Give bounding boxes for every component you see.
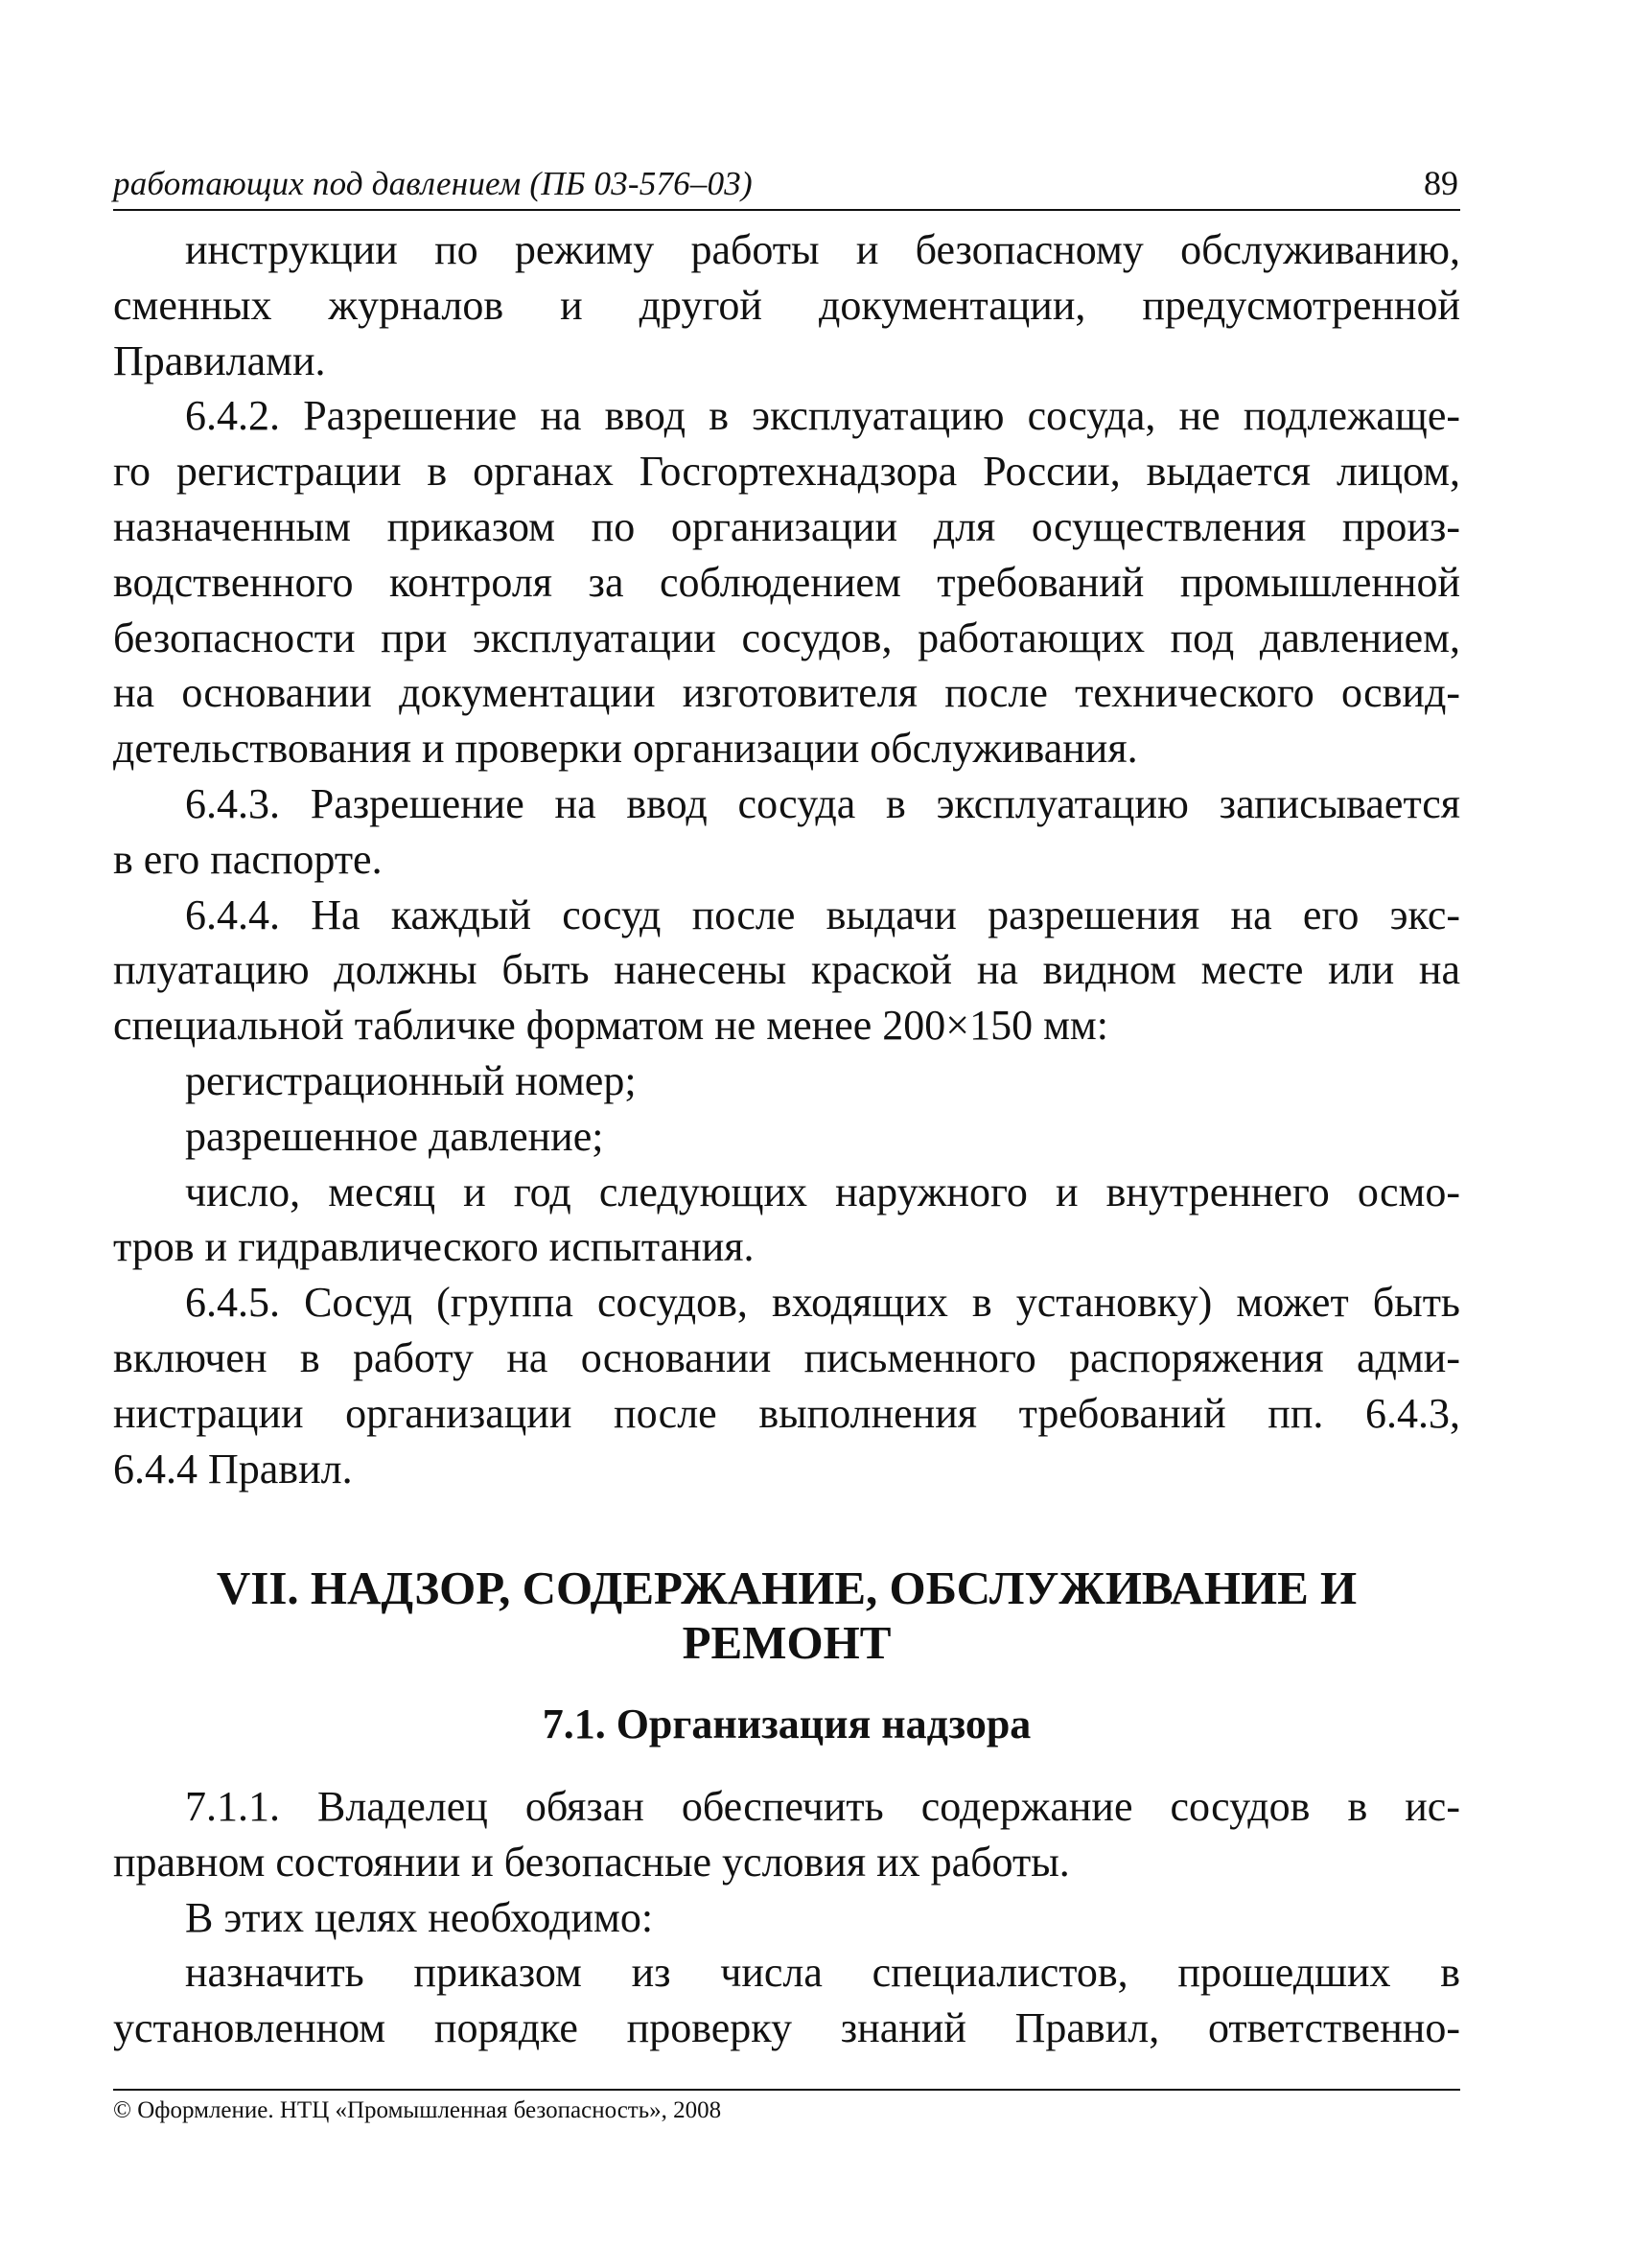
paragraph [113, 388, 1460, 776]
paragraph [113, 222, 1460, 388]
text-line: регистрационный номер; [185, 1056, 637, 1104]
body-text-block-1 [113, 222, 1460, 1496]
text-line: 6.4.4. На каждый сосуд после выдачи разрешения на его экс- [185, 891, 1460, 938]
text-line: инструкции по режиму работы и безопасному обслуживанию, [185, 226, 1460, 273]
paragraph [113, 1053, 1460, 1109]
text-line: детельствования и проверки организации обслуживания. [113, 725, 1138, 773]
text-line: безопасности при эксплуатации сосудов, работающих под давлением, [113, 613, 1460, 661]
page-number: 89 [1424, 164, 1458, 202]
text-line: го регистрации в органах Госгортехнадзора России, выдается лицом, [113, 448, 1460, 496]
paragraph [113, 1779, 1460, 1890]
text-line: специальной табличке форматом не менее 200×150 мм: [113, 1002, 1108, 1050]
text-line: 7.1.1. Владелец обязан обеспечить содержание сосудов в ис- [185, 1783, 1460, 1830]
paragraph [113, 888, 1460, 1053]
body-text-block-2 [113, 1779, 1460, 2056]
paragraph [113, 1890, 1460, 1946]
text-line: 6.4.3. Разрешение на ввод сосуда в эксплуатацию записывается [185, 779, 1460, 827]
text-line: включен в работу на основании письменного распоряжения адми- [113, 1333, 1460, 1381]
footer-copyright: © Оформление. НТЦ «Промышленная безопасность», 2008 [113, 2097, 722, 2123]
text-line: сменных журналов и другой документации, предусмотренной [113, 281, 1460, 329]
paragraph [113, 776, 1460, 888]
text-line: плуатацию должны быть нанесены краской на видном месте или на [113, 946, 1460, 994]
section-title: VII. НАДЗОР, СОДЕРЖАНИЕ, ОБСЛУЖИВАНИЕ И РЕМОНТ [216, 1562, 1358, 1669]
paragraph [113, 1109, 1460, 1165]
text-line: назначенным приказом по организации для осуществления произ- [113, 502, 1460, 550]
text-line: тров и гидравлического испытания. [113, 1223, 755, 1271]
text-line: разрешенное давление; [185, 1112, 604, 1160]
paragraph [113, 1275, 1460, 1496]
text-line: 6.4.2. Разрешение на ввод в эксплуатацию сосуда, не подлежаще- [185, 392, 1460, 440]
running-header [113, 153, 1460, 211]
subsection-title: 7.1. Организация надзора [542, 1701, 1032, 1747]
text-line: назначить приказом из числа специалистов, прошедших в [185, 1949, 1460, 1997]
text-line: 6.4.4 Правил. [113, 1445, 353, 1493]
text-line: установленном порядке проверку знаний Правил, ответственно- [113, 2004, 1460, 2052]
text-line: в его паспорте. [113, 835, 383, 883]
paragraph [113, 1945, 1460, 2056]
text-line: 6.4.5. Сосуд (группа сосудов, входящих в установку) может быть [185, 1279, 1460, 1327]
text-line: на основании документации изготовителя после технического освид- [113, 669, 1460, 717]
text-line: В этих целях необходимо: [185, 1893, 654, 1941]
paragraph [113, 1165, 1460, 1276]
text-line: водственного контроля за соблюдением требований промышленной [113, 558, 1460, 606]
text-line: число, месяц и год следующих наружного и внутреннего осмо- [185, 1168, 1460, 1215]
text-line: нистрации организации после выполнения требований пп. 6.4.3, [113, 1389, 1460, 1437]
running-header-title: работающих под давлением (ПБ 03-576–03) [113, 165, 753, 202]
text-line: правном состоянии и безопасные условия их работы. [113, 1838, 1070, 1886]
text-line: Правилами. [113, 336, 326, 384]
footer-divider [113, 2089, 1460, 2091]
